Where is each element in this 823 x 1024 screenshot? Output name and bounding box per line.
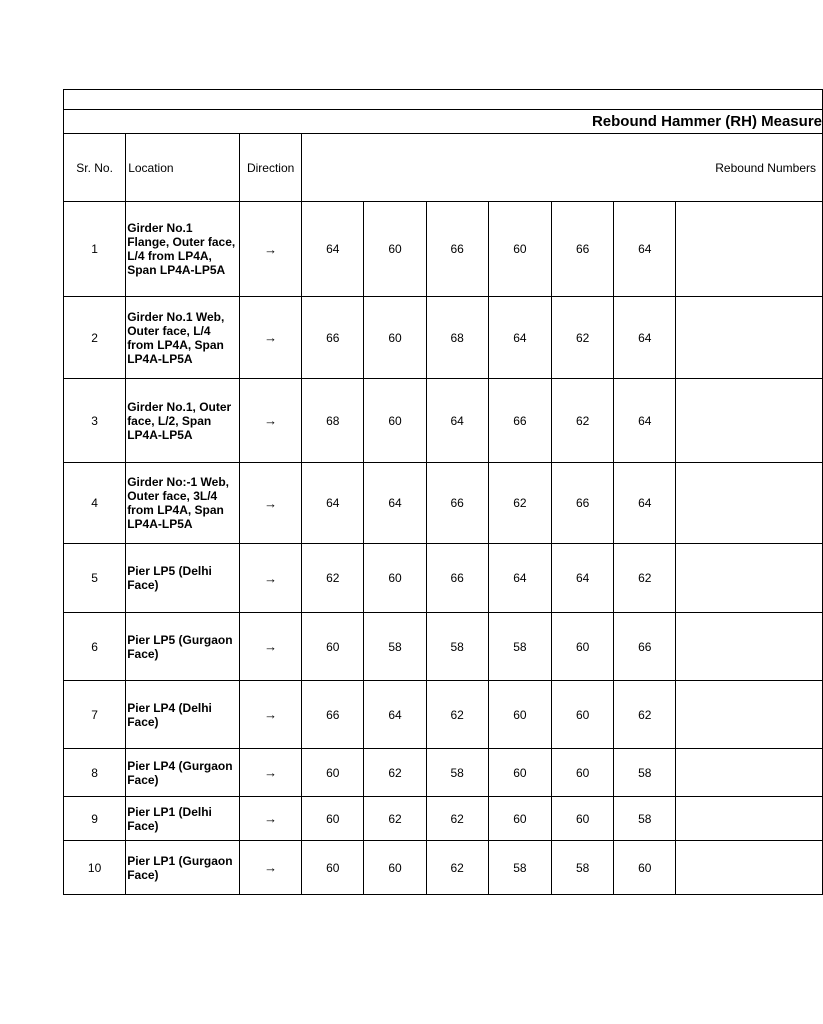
table-row — [64, 841, 823, 895]
rebound-value-cell-overflow — [676, 841, 823, 895]
rebound-value-cell: 66 — [488, 379, 551, 463]
rebound-value-cell: 68 — [302, 379, 364, 463]
rebound-value-cell: 64 — [426, 379, 488, 463]
sheet-title — [64, 110, 823, 134]
rebound-value-cell: 58 — [488, 613, 551, 681]
location-cell: Girder No.1 Web, Outer face, L/4 from LP4A, Span LP4A-LP5A — [126, 297, 240, 379]
direction-arrow-icon: → — [240, 544, 302, 613]
rebound-value-cell: 64 — [552, 544, 614, 613]
location-cell: Pier LP5 (Delhi Face) — [126, 544, 240, 613]
sr-no-cell: 10 — [64, 841, 126, 895]
direction-arrow-icon: → — [240, 202, 302, 297]
rebound-value-cell-overflow — [676, 681, 823, 749]
rebound-value-cell: 66 — [426, 463, 488, 544]
rebound-value-cell: 60 — [302, 613, 364, 681]
direction-arrow-icon: → — [240, 749, 302, 797]
rebound-value-cell-overflow — [676, 202, 823, 297]
rebound-value-cell-overflow — [676, 544, 823, 613]
rebound-value-cell-overflow — [676, 797, 823, 841]
rebound-value-cell: 58 — [426, 749, 488, 797]
rebound-value-cell: 66 — [614, 613, 676, 681]
direction-arrow-icon: → — [240, 681, 302, 749]
rebound-value-cell: 60 — [552, 749, 614, 797]
header-location: Location — [126, 134, 240, 202]
rebound-value-cell: 60 — [488, 202, 551, 297]
sr-no-cell: 2 — [64, 297, 126, 379]
rebound-value-cell: 64 — [488, 297, 551, 379]
sr-no-cell: 8 — [64, 749, 126, 797]
direction-arrow-icon: → — [240, 463, 302, 544]
rebound-value-cell: 64 — [614, 202, 676, 297]
rebound-value-cell: 66 — [302, 297, 364, 379]
rebound-value-cell: 62 — [364, 797, 426, 841]
header-row — [64, 134, 823, 202]
direction-arrow-icon: → — [240, 841, 302, 895]
rebound-value-cell: 58 — [552, 841, 614, 895]
location-cell: Girder No.1, Outer face, L/2, Span LP4A-LP5A — [126, 379, 240, 463]
rebound-value-cell: 66 — [552, 463, 614, 544]
rebound-value-cell: 62 — [426, 841, 488, 895]
rebound-value-cell: 58 — [488, 841, 551, 895]
rebound-value-cell: 60 — [552, 797, 614, 841]
rebound-value-cell: 60 — [614, 841, 676, 895]
rebound-value-cell: 62 — [426, 797, 488, 841]
rebound-value-cell: 60 — [552, 681, 614, 749]
rebound-value-cell: 64 — [614, 297, 676, 379]
table-row — [64, 681, 823, 749]
location-cell: Pier LP4 (Gurgaon Face) — [126, 749, 240, 797]
table-row — [64, 297, 823, 379]
sr-no-cell: 1 — [64, 202, 126, 297]
rebound-value-cell: 58 — [426, 613, 488, 681]
rebound-value-cell: 64 — [302, 202, 364, 297]
rebound-value-cell-overflow — [676, 379, 823, 463]
rebound-value-cell: 62 — [614, 681, 676, 749]
title-row — [64, 110, 823, 134]
rebound-value-cell: 64 — [614, 379, 676, 463]
header-rebound-numbers-text: Rebound Numbers — [715, 160, 816, 175]
rebound-value-cell: 64 — [302, 463, 364, 544]
rebound-value-cell-overflow — [676, 613, 823, 681]
location-cell: Girder No.1 Flange, Outer face, L/4 from LP4A, Span LP4A-LP5A — [126, 202, 240, 297]
header-rebound-numbers — [302, 134, 823, 202]
table-row — [64, 202, 823, 297]
rebound-value-cell: 60 — [302, 797, 364, 841]
rebound-value-cell: 60 — [364, 841, 426, 895]
rebound-value-cell: 60 — [488, 797, 551, 841]
sheet-title-text: Rebound Hammer (RH) Measure — [591, 113, 822, 130]
rebound-hammer-table — [63, 89, 823, 895]
direction-arrow-icon: → — [240, 297, 302, 379]
rebound-value-cell: 58 — [364, 613, 426, 681]
sr-no-cell: 6 — [64, 613, 126, 681]
direction-arrow-icon: → — [240, 379, 302, 463]
rebound-value-cell: 62 — [488, 463, 551, 544]
table-row — [64, 544, 823, 613]
table-row — [64, 613, 823, 681]
rebound-value-cell: 60 — [364, 379, 426, 463]
rebound-value-cell: 60 — [552, 613, 614, 681]
sr-no-cell: 4 — [64, 463, 126, 544]
table-row — [64, 379, 823, 463]
direction-arrow-icon: → — [240, 797, 302, 841]
sr-no-cell: 7 — [64, 681, 126, 749]
location-cell: Pier LP1 (Delhi Face) — [126, 797, 240, 841]
rebound-value-cell: 62 — [552, 297, 614, 379]
rebound-value-cell: 62 — [426, 681, 488, 749]
table-row — [64, 463, 823, 544]
spreadsheet-viewport — [63, 89, 822, 897]
sr-no-cell: 3 — [64, 379, 126, 463]
table-row — [64, 797, 823, 841]
rebound-value-cell: 58 — [614, 797, 676, 841]
rebound-value-cell: 64 — [614, 463, 676, 544]
rebound-value-cell-overflow — [676, 297, 823, 379]
rebound-value-cell: 62 — [364, 749, 426, 797]
rebound-value-cell: 60 — [488, 749, 551, 797]
rebound-value-cell-overflow — [676, 749, 823, 797]
rebound-value-cell: 66 — [302, 681, 364, 749]
rebound-value-cell: 60 — [302, 749, 364, 797]
rebound-value-cell-overflow — [676, 463, 823, 544]
rebound-value-cell: 60 — [364, 544, 426, 613]
rebound-value-cell: 58 — [614, 749, 676, 797]
location-cell: Pier LP1 (Gurgaon Face) — [126, 841, 240, 895]
rebound-value-cell: 60 — [488, 681, 551, 749]
sr-no-cell: 9 — [64, 797, 126, 841]
direction-arrow-icon: → — [240, 613, 302, 681]
rebound-value-cell: 64 — [364, 463, 426, 544]
table-row — [64, 749, 823, 797]
rebound-value-cell: 60 — [364, 297, 426, 379]
rebound-value-cell: 68 — [426, 297, 488, 379]
header-sr-no: Sr. No. — [64, 134, 126, 202]
rebound-value-cell: 62 — [614, 544, 676, 613]
rebound-value-cell: 66 — [426, 202, 488, 297]
rebound-value-cell: 62 — [302, 544, 364, 613]
location-cell: Girder No:-1 Web, Outer face, 3L/4 from LP4A, Span LP4A-LP5A — [126, 463, 240, 544]
blank-cell — [64, 90, 823, 110]
rebound-value-cell: 62 — [552, 379, 614, 463]
rebound-value-cell: 64 — [488, 544, 551, 613]
rebound-value-cell: 66 — [552, 202, 614, 297]
rebound-value-cell: 60 — [302, 841, 364, 895]
blank-top-row — [64, 90, 823, 110]
rebound-value-cell: 64 — [364, 681, 426, 749]
location-cell: Pier LP5 (Gurgaon Face) — [126, 613, 240, 681]
location-cell: Pier LP4 (Delhi Face) — [126, 681, 240, 749]
rebound-value-cell: 60 — [364, 202, 426, 297]
header-direction: Direction — [240, 134, 302, 202]
rebound-value-cell: 66 — [426, 544, 488, 613]
sr-no-cell: 5 — [64, 544, 126, 613]
